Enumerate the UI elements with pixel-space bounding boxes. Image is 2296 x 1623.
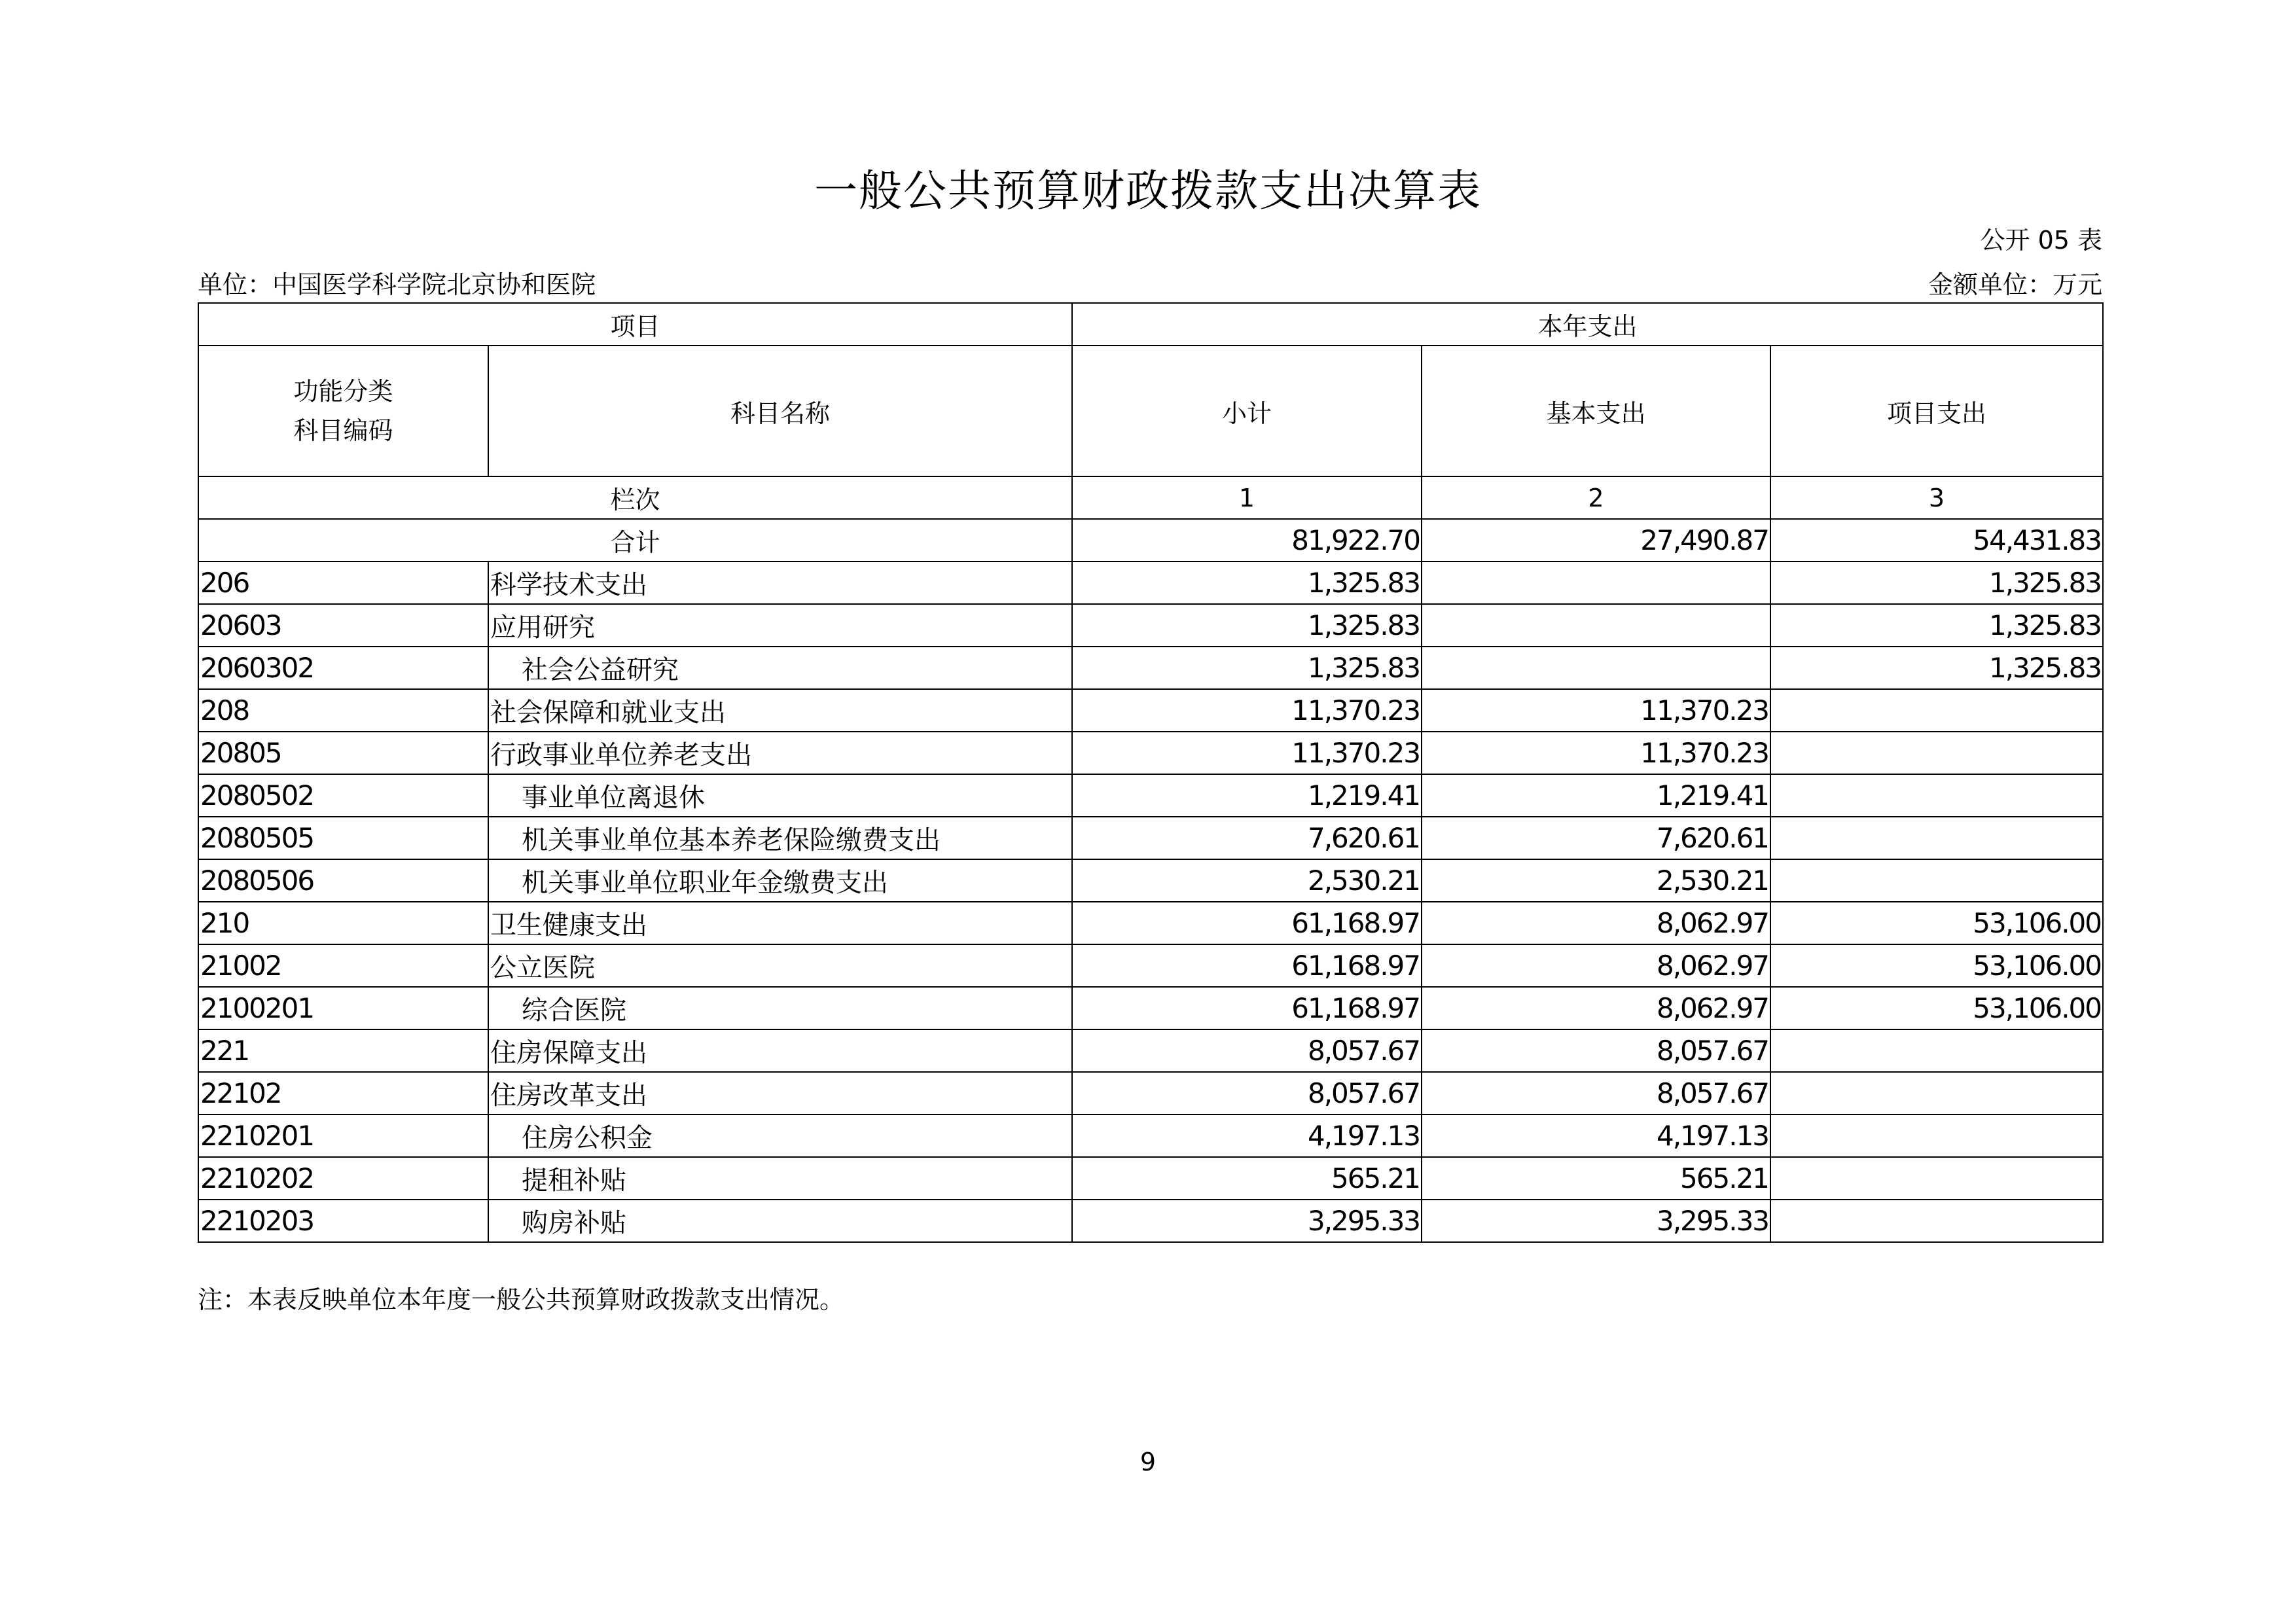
row-code: 20603 — [198, 604, 488, 647]
total-project: 54,431.83 — [1770, 519, 2103, 562]
header-project: 项目 — [198, 303, 1072, 346]
header-basic-expense: 基本支出 — [1422, 346, 1770, 476]
header-subtotal: 小计 — [1072, 346, 1422, 476]
row-subject-name: 综合医院 — [488, 987, 1072, 1029]
row-code: 2210202 — [198, 1157, 488, 1200]
row-subject-name: 提租补贴 — [488, 1157, 1072, 1200]
row-basic-expense — [1422, 562, 1770, 604]
row-project-expense: 1,325.83 — [1770, 604, 2103, 647]
row-code: 2080505 — [198, 817, 488, 859]
row-subject-name: 住房公积金 — [488, 1115, 1072, 1157]
row-project-expense — [1770, 774, 2103, 817]
column-index-label: 栏次 — [198, 476, 1072, 519]
row-subtotal: 8,057.67 — [1072, 1029, 1422, 1072]
row-subject-name: 行政事业单位养老支出 — [488, 732, 1072, 774]
row-subtotal: 8,057.67 — [1072, 1072, 1422, 1115]
table-row — [198, 859, 2103, 902]
row-code: 20805 — [198, 732, 488, 774]
row-subtotal: 11,370.23 — [1072, 689, 1422, 732]
table-row — [198, 1115, 2103, 1157]
row-project-expense: 1,325.83 — [1770, 647, 2103, 689]
header-project-expense: 项目支出 — [1770, 346, 2103, 476]
row-subject-name: 住房改革支出 — [488, 1072, 1072, 1115]
page-title: 一般公共预算财政拨款支出决算表 — [814, 166, 1482, 216]
row-subtotal: 11,370.23 — [1072, 732, 1422, 774]
row-code: 22102 — [198, 1072, 488, 1115]
row-project-expense — [1770, 859, 2103, 902]
row-basic-expense: 8,062.97 — [1422, 944, 1770, 987]
row-subtotal: 1,325.83 — [1072, 562, 1422, 604]
total-row — [198, 519, 2103, 562]
row-subject-name: 应用研究 — [488, 604, 1072, 647]
row-basic-expense: 11,370.23 — [1422, 689, 1770, 732]
page-number: 9 — [1139, 1448, 1157, 1476]
row-subject-name: 住房保障支出 — [488, 1029, 1072, 1072]
row-subject-name: 机关事业单位基本养老保险缴费支出 — [488, 817, 1072, 859]
row-project-expense — [1770, 732, 2103, 774]
row-subject-name: 社会保障和就业支出 — [488, 689, 1072, 732]
row-project-expense — [1770, 1200, 2103, 1242]
table-row — [198, 1029, 2103, 1072]
row-basic-expense: 4,197.13 — [1422, 1115, 1770, 1157]
row-subtotal: 565.21 — [1072, 1157, 1422, 1200]
table-row — [198, 987, 2103, 1029]
row-subject-name: 机关事业单位职业年金缴费支出 — [488, 859, 1072, 902]
row-basic-expense: 3,295.33 — [1422, 1200, 1770, 1242]
table-row — [198, 732, 2103, 774]
row-code: 210 — [198, 902, 488, 944]
row-basic-expense: 1,219.41 — [1422, 774, 1770, 817]
row-basic-expense — [1422, 604, 1770, 647]
row-project-expense — [1770, 817, 2103, 859]
row-subject-name: 卫生健康支出 — [488, 902, 1072, 944]
footnote: 注：本表反映单位本年度一般公共预算财政拨款支出情况。 — [198, 1285, 845, 1314]
row-subtotal: 1,325.83 — [1072, 604, 1422, 647]
header-row-1 — [198, 303, 2103, 346]
row-project-expense: 53,106.00 — [1770, 944, 2103, 987]
row-code: 206 — [198, 562, 488, 604]
row-code: 2210201 — [198, 1115, 488, 1157]
row-code: 2080506 — [198, 859, 488, 902]
table-row — [198, 1157, 2103, 1200]
row-code: 2210203 — [198, 1200, 488, 1242]
row-basic-expense: 11,370.23 — [1422, 732, 1770, 774]
row-project-expense — [1770, 1157, 2103, 1200]
row-subject-name: 科学技术支出 — [488, 562, 1072, 604]
row-subtotal: 61,168.97 — [1072, 944, 1422, 987]
row-code: 2060302 — [198, 647, 488, 689]
row-subject-name: 购房补贴 — [488, 1200, 1072, 1242]
row-basic-expense — [1422, 647, 1770, 689]
row-code: 21002 — [198, 944, 488, 987]
column-index-1: 1 — [1072, 476, 1422, 519]
row-project-expense: 1,325.83 — [1770, 562, 2103, 604]
row-basic-expense: 8,062.97 — [1422, 902, 1770, 944]
total-label: 合计 — [198, 519, 1072, 562]
row-basic-expense: 8,062.97 — [1422, 987, 1770, 1029]
table-row — [198, 604, 2103, 647]
row-project-expense: 53,106.00 — [1770, 902, 2103, 944]
row-subtotal: 4,197.13 — [1072, 1115, 1422, 1157]
row-code: 221 — [198, 1029, 488, 1072]
row-subtotal: 1,219.41 — [1072, 774, 1422, 817]
column-index-3: 3 — [1770, 476, 2103, 519]
row-basic-expense: 565.21 — [1422, 1157, 1770, 1200]
header-func-code-line1: 功能分类 — [293, 377, 393, 406]
row-project-expense — [1770, 1072, 2103, 1115]
row-project-expense — [1770, 1029, 2103, 1072]
table-row — [198, 944, 2103, 987]
row-code: 2080502 — [198, 774, 488, 817]
table-row — [198, 1200, 2103, 1242]
expenditure-table — [198, 302, 2104, 1243]
table-row — [198, 647, 2103, 689]
row-code: 2100201 — [198, 987, 488, 1029]
table-row — [198, 1072, 2103, 1115]
row-basic-expense: 8,057.67 — [1422, 1029, 1770, 1072]
column-index-2: 2 — [1422, 476, 1770, 519]
table-row — [198, 774, 2103, 817]
header-subject-name: 科目名称 — [488, 346, 1072, 476]
row-subject-name: 事业单位离退休 — [488, 774, 1072, 817]
row-project-expense — [1770, 1115, 2103, 1157]
row-project-expense: 53,106.00 — [1770, 987, 2103, 1029]
column-index-row — [198, 476, 2103, 519]
row-code: 208 — [198, 689, 488, 732]
row-basic-expense: 2,530.21 — [1422, 859, 1770, 902]
table-row — [198, 562, 2103, 604]
row-subtotal: 1,325.83 — [1072, 647, 1422, 689]
header-year-expense: 本年支出 — [1072, 303, 2103, 346]
header-row-2 — [198, 346, 2103, 476]
amount-unit-label: 金额单位：万元 — [1928, 270, 2102, 299]
row-subject-name: 公立医院 — [488, 944, 1072, 987]
table-row — [198, 817, 2103, 859]
header-func-code — [198, 346, 488, 476]
total-subtotal: 81,922.70 — [1072, 519, 1422, 562]
row-subtotal: 7,620.61 — [1072, 817, 1422, 859]
row-subtotal: 2,530.21 — [1072, 859, 1422, 902]
form-number: 公开 05 表 — [1980, 226, 2102, 255]
row-subtotal: 61,168.97 — [1072, 987, 1422, 1029]
unit-label: 单位：中国医学科学院北京协和医院 — [198, 270, 596, 299]
row-project-expense — [1770, 689, 2103, 732]
table-row — [198, 689, 2103, 732]
row-basic-expense: 8,057.67 — [1422, 1072, 1770, 1115]
row-subtotal: 61,168.97 — [1072, 902, 1422, 944]
row-subject-name: 社会公益研究 — [488, 647, 1072, 689]
table-row — [198, 902, 2103, 944]
row-subtotal: 3,295.33 — [1072, 1200, 1422, 1242]
row-basic-expense: 7,620.61 — [1422, 817, 1770, 859]
header-func-code-line2: 科目编码 — [293, 416, 393, 445]
total-basic: 27,490.87 — [1422, 519, 1770, 562]
